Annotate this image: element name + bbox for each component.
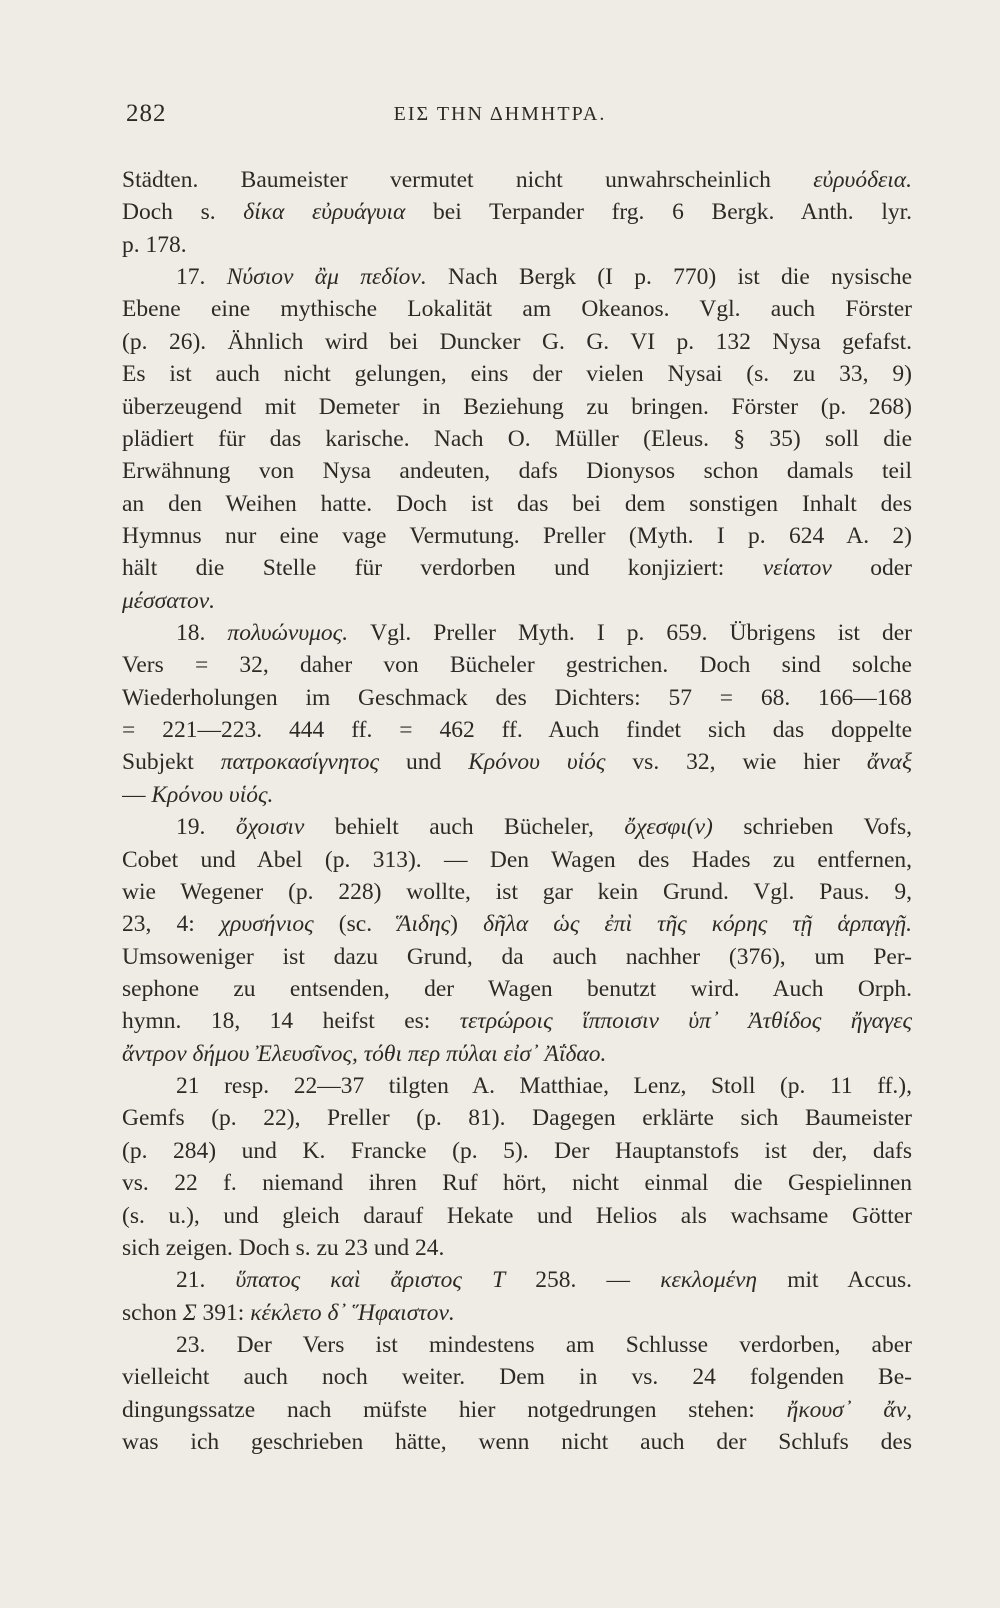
greek-quote: Νύσιον ἂμ πεδίον. bbox=[226, 264, 427, 291]
text-segment: Erwähnung von Nysa andeuten, dafs Dionysos schon damals teil bbox=[122, 458, 912, 485]
text-line bbox=[122, 520, 912, 552]
text-segment: = 221—223. 444 ff. = 462 ff. Auch findet sich das doppelte bbox=[122, 717, 912, 744]
text-segment: 23, 4: bbox=[122, 911, 220, 938]
greek-quote: πολυώνυμος. bbox=[227, 620, 349, 647]
text-segment: Vgl. Preller Myth. I p. 659. Übrigens ist der bbox=[348, 620, 912, 647]
text-segment: Subjekt bbox=[122, 749, 221, 776]
text-line bbox=[122, 326, 912, 358]
text-segment: Ebene eine mythische Lokalität am Okeanos. Vgl. auch Förster bbox=[122, 296, 912, 323]
text-line bbox=[122, 1070, 912, 1102]
text-segment: p. 178. bbox=[122, 231, 187, 258]
greek-quote: δίκα εὐρυάγυια bbox=[243, 199, 406, 226]
text-line bbox=[122, 682, 912, 714]
text-segment: Wiederholungen im Geschmack des Dichters: 57 = 68. 166—168 bbox=[122, 684, 912, 711]
text-line bbox=[122, 1232, 912, 1264]
text-line bbox=[122, 585, 912, 617]
greek-quote: Κρόνου υἱός. bbox=[151, 781, 274, 808]
text-line bbox=[122, 941, 912, 973]
text-segment: Es ist auch nicht gelungen, eins der vielen Nysai (s. zu 33, 9) bbox=[122, 361, 912, 388]
greek-quote: τετρώροις ἵπποισιν ὑπ᾽ Ἀτθίδος ἤγαγες bbox=[459, 1008, 912, 1035]
greek-quote: ἄντρον δήμου Ἐλευσῖνος, τόθι περ πύλαι εἰσ᾽ Ἀΐδαο. bbox=[122, 1040, 607, 1067]
text-line bbox=[122, 876, 912, 908]
greek-quote: κέκλετο δ᾽ Ἥφαιστον. bbox=[250, 1299, 455, 1326]
text-segment: Gemfs (p. 22), Preller (p. 81). Dagegen erklärte sich Baumeister bbox=[122, 1105, 912, 1132]
text-line bbox=[122, 649, 912, 681]
text-line bbox=[122, 196, 912, 228]
text-segment: dingungssatze nach müfste hier notgedrungen stehen: bbox=[122, 1396, 787, 1423]
text-segment: behielt auch Bücheler, bbox=[304, 814, 625, 841]
text-segment: Cobet und Abel (p. 313). — Den Wagen des Hades zu entfernen, bbox=[122, 846, 912, 873]
text-segment: 19. bbox=[176, 814, 236, 841]
text-segment: plädiert für das karische. Nach O. Müller (Eleus. § 35) soll die bbox=[122, 425, 912, 452]
text-line bbox=[122, 423, 912, 455]
text-segment: Doch s. bbox=[122, 199, 244, 226]
greek-quote: νείατον bbox=[762, 555, 832, 582]
text-segment: Städten. Baumeister vermutet nicht unwahrscheinlich bbox=[122, 167, 814, 193]
text-line bbox=[122, 229, 912, 261]
text-segment: Umsoweniger ist dazu Grund, da auch nachher (376), um Per- bbox=[122, 943, 912, 970]
text-line bbox=[122, 908, 912, 940]
body-text bbox=[122, 164, 912, 1458]
greek-quote: ὄχεσφι(ν) bbox=[624, 814, 713, 841]
text-line bbox=[122, 811, 912, 843]
greek-quote: Κρόνου υἱός bbox=[468, 749, 606, 776]
text-segment: bei Terpander frg. 6 Bergk. Anth. lyr. bbox=[405, 199, 912, 226]
text-line bbox=[122, 1264, 912, 1296]
text-line bbox=[122, 1200, 912, 1232]
text-segment: ) bbox=[450, 911, 484, 938]
text-segment: schrieben Vofs, bbox=[712, 814, 912, 841]
text-segment: 21 resp. 22—37 tilgten A. Matthiae, Lenz, Stoll (p. 11 ff.), bbox=[176, 1073, 912, 1100]
text-segment: Vers = 32, daher von Bücheler gestrichen. Doch sind solche bbox=[122, 652, 912, 679]
text-line bbox=[122, 358, 912, 390]
text-line bbox=[122, 844, 912, 876]
text-segment: hymn. 18, 14 heifst es: bbox=[122, 1008, 460, 1035]
text-segment: 258. — bbox=[505, 1267, 661, 1294]
text-line bbox=[122, 164, 912, 196]
text-segment: vs. 22 f. niemand ihren Ruf hört, nicht einmal die Gespielinnen bbox=[122, 1170, 912, 1197]
greek-quote: ἤκουσ᾽ ἄν, bbox=[786, 1396, 912, 1423]
text-segment: mit Accus. bbox=[757, 1267, 912, 1294]
text-line bbox=[122, 1102, 912, 1134]
text-line bbox=[122, 617, 912, 649]
text-line bbox=[122, 1394, 912, 1426]
text-segment: 391: bbox=[196, 1299, 251, 1326]
greek-quote: εὐρυόδεια. bbox=[813, 167, 912, 193]
text-segment: vs. 32, wie hier bbox=[605, 749, 867, 776]
text-segment: 17. bbox=[176, 264, 227, 291]
page-number: 282 bbox=[126, 100, 167, 127]
text-line bbox=[122, 1297, 912, 1329]
text-line bbox=[122, 1329, 912, 1361]
text-line bbox=[122, 779, 912, 811]
text-segment: 23. Der Vers ist mindestens am Schlusse verdorben, aber bbox=[176, 1331, 912, 1358]
text-line bbox=[122, 488, 912, 520]
text-segment: an den Weihen hatte. Doch ist das bei dem sonstigen Inhalt des bbox=[122, 490, 912, 517]
text-segment: und bbox=[379, 749, 469, 776]
text-segment: überzeugend mit Demeter in Beziehung zu bringen. Förster (p. 268) bbox=[122, 393, 912, 420]
text-segment: — bbox=[122, 781, 152, 808]
text-segment: vielleicht auch noch weiter. Dem in vs. 24 folgenden Be- bbox=[122, 1364, 912, 1391]
text-line bbox=[122, 1135, 912, 1167]
text-line bbox=[122, 973, 912, 1005]
text-line bbox=[122, 1005, 912, 1037]
text-line bbox=[122, 552, 912, 584]
greek-quote: δῆλα ὡς ἐπὶ τῆς κόρης τῇ ἁρπαγῇ. bbox=[483, 911, 912, 938]
text-segment: sich zeigen. Doch s. zu 23 und 24. bbox=[122, 1234, 445, 1261]
text-segment: (p. 26). Ähnlich wird bei Duncker G. G. VI p. 132 Nysa gefafst. bbox=[122, 328, 912, 355]
greek-quote: χρυσήνιος bbox=[219, 911, 314, 938]
text-line bbox=[122, 714, 912, 746]
text-line bbox=[122, 1426, 912, 1458]
text-line bbox=[122, 261, 912, 293]
text-segment: Hymnus nur eine vage Vermutung. Preller (Myth. I p. 624 A. 2) bbox=[122, 522, 912, 549]
text-line bbox=[122, 1167, 912, 1199]
greek-quote: Ἅιδης bbox=[397, 911, 451, 938]
text-segment: 21. bbox=[176, 1267, 236, 1294]
text-segment: sephone zu entsenden, der Wagen benutzt wird. Auch Orph. bbox=[122, 975, 912, 1002]
text-segment: (sc. bbox=[313, 911, 398, 938]
greek-quote: ὕπατος καὶ ἄριστος T bbox=[235, 1267, 506, 1294]
greek-quote: ἄναξ bbox=[866, 749, 912, 776]
text-segment: was ich geschrieben hätte, wenn nicht auch der Schlufs des bbox=[122, 1429, 912, 1456]
greek-quote: Σ bbox=[182, 1299, 197, 1326]
greek-quote: μέσσατον. bbox=[122, 587, 216, 614]
text-segment: Nach Bergk (I p. 770) ist die nysische bbox=[426, 264, 912, 291]
text-line bbox=[122, 746, 912, 778]
text-segment: (p. 284) und K. Francke (p. 5). Der Hauptanstofs ist der, dafs bbox=[122, 1137, 912, 1164]
text-line bbox=[122, 455, 912, 487]
greek-quote: ὄχοισιν bbox=[235, 814, 305, 841]
text-segment: hält die Stelle für verdorben und konjiziert: bbox=[122, 555, 763, 582]
greek-quote: πατροκασίγνητος bbox=[220, 749, 380, 776]
text-segment: 18. bbox=[176, 620, 228, 647]
text-line bbox=[122, 1038, 912, 1070]
text-segment: wie Wegener (p. 228) wollte, ist gar kein Grund. Vgl. Paus. 9, bbox=[122, 878, 912, 905]
text-line bbox=[122, 391, 912, 423]
text-line bbox=[122, 293, 912, 325]
text-segment: schon bbox=[122, 1299, 183, 1326]
text-line bbox=[122, 1361, 912, 1393]
running-title: ΕΙΣ ΤΗΝ ΔΗΜΗΤΡΑ. bbox=[393, 103, 607, 125]
text-segment: (s. u.), und gleich darauf Hekate und Helios als wachsame Götter bbox=[122, 1202, 912, 1229]
text-segment: oder bbox=[831, 555, 912, 582]
greek-quote: κεκλομένη bbox=[660, 1267, 758, 1294]
